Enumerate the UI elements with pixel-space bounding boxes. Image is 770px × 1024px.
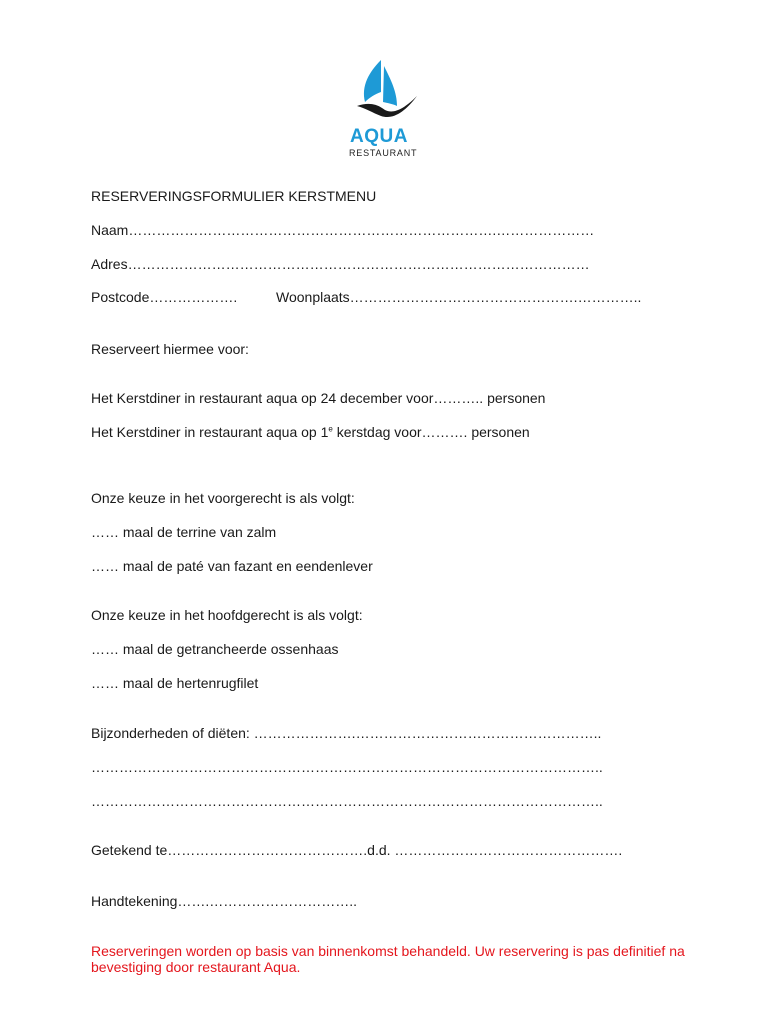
- handtekening-field[interactable]: Handtekening…….…………………………..: [91, 893, 358, 909]
- aqua-logo: [347, 58, 419, 160]
- sailboat-icon: [347, 58, 419, 130]
- voorgerecht-option-pate[interactable]: …… maal de paté van fazant en eendenlever: [91, 558, 373, 574]
- naam-field[interactable]: Naam…………………………………………………………………….…………………: [91, 222, 595, 238]
- bijzonderheden-field[interactable]: Bijzonderheden of diëten: ………………….……………………………………………..: [91, 725, 602, 741]
- reserveert-label: Reserveert hiermee voor:: [91, 341, 249, 357]
- notice-text: Reserveringen worden op basis van binnenkomst behandeld. Uw reservering is pas definitief na bevestiging door restaurant Aqua.: [91, 943, 685, 975]
- diner2-sup: e: [328, 424, 333, 434]
- diner-1e-kerstdag-field[interactable]: [91, 424, 530, 440]
- hoofdgerecht-option-ossenhaas[interactable]: …… maal de getrancheerde ossenhaas: [91, 641, 339, 657]
- form-title: RESERVERINGSFORMULIER KERSTMENU: [91, 188, 377, 204]
- hoofdgerecht-option-hertenrugfilet[interactable]: …… maal de hertenrugfilet: [91, 675, 259, 691]
- voorgerecht-option-zalm[interactable]: …… maal de terrine van zalm: [91, 524, 277, 540]
- hoofdgerecht-heading: Onze keuze in het hoofdgerecht is als volgt:: [91, 607, 363, 623]
- bijzonderheden-line-2[interactable]: ………………………………………………………………………………………………..: [91, 759, 603, 775]
- postcode-field[interactable]: Postcode……………….: [91, 289, 238, 305]
- voorgerecht-heading: Onze keuze in het voorgerecht is als volgt:: [91, 490, 355, 506]
- adres-field[interactable]: Adres………………………………………………………………………………………: [91, 256, 590, 272]
- getekend-field[interactable]: Getekend te…………………………………….d.d. ………………………………………….: [91, 842, 623, 858]
- diner2-post: kerstdag voor………. personen: [332, 424, 530, 440]
- bijzonderheden-line-3[interactable]: ………………………………………………………………………………………………..: [91, 793, 603, 809]
- logo-sub-text: RESTAURANT: [349, 148, 418, 158]
- diner2-pre: Het Kerstdiner in restaurant aqua op 1: [91, 424, 329, 440]
- diner-24-december-field[interactable]: Het Kerstdiner in restaurant aqua op 24 december voor……….. personen: [91, 390, 546, 406]
- logo-brand-text: AQUA: [350, 126, 408, 147]
- woonplaats-field[interactable]: Woonplaats………………………………………….…………..: [276, 289, 642, 305]
